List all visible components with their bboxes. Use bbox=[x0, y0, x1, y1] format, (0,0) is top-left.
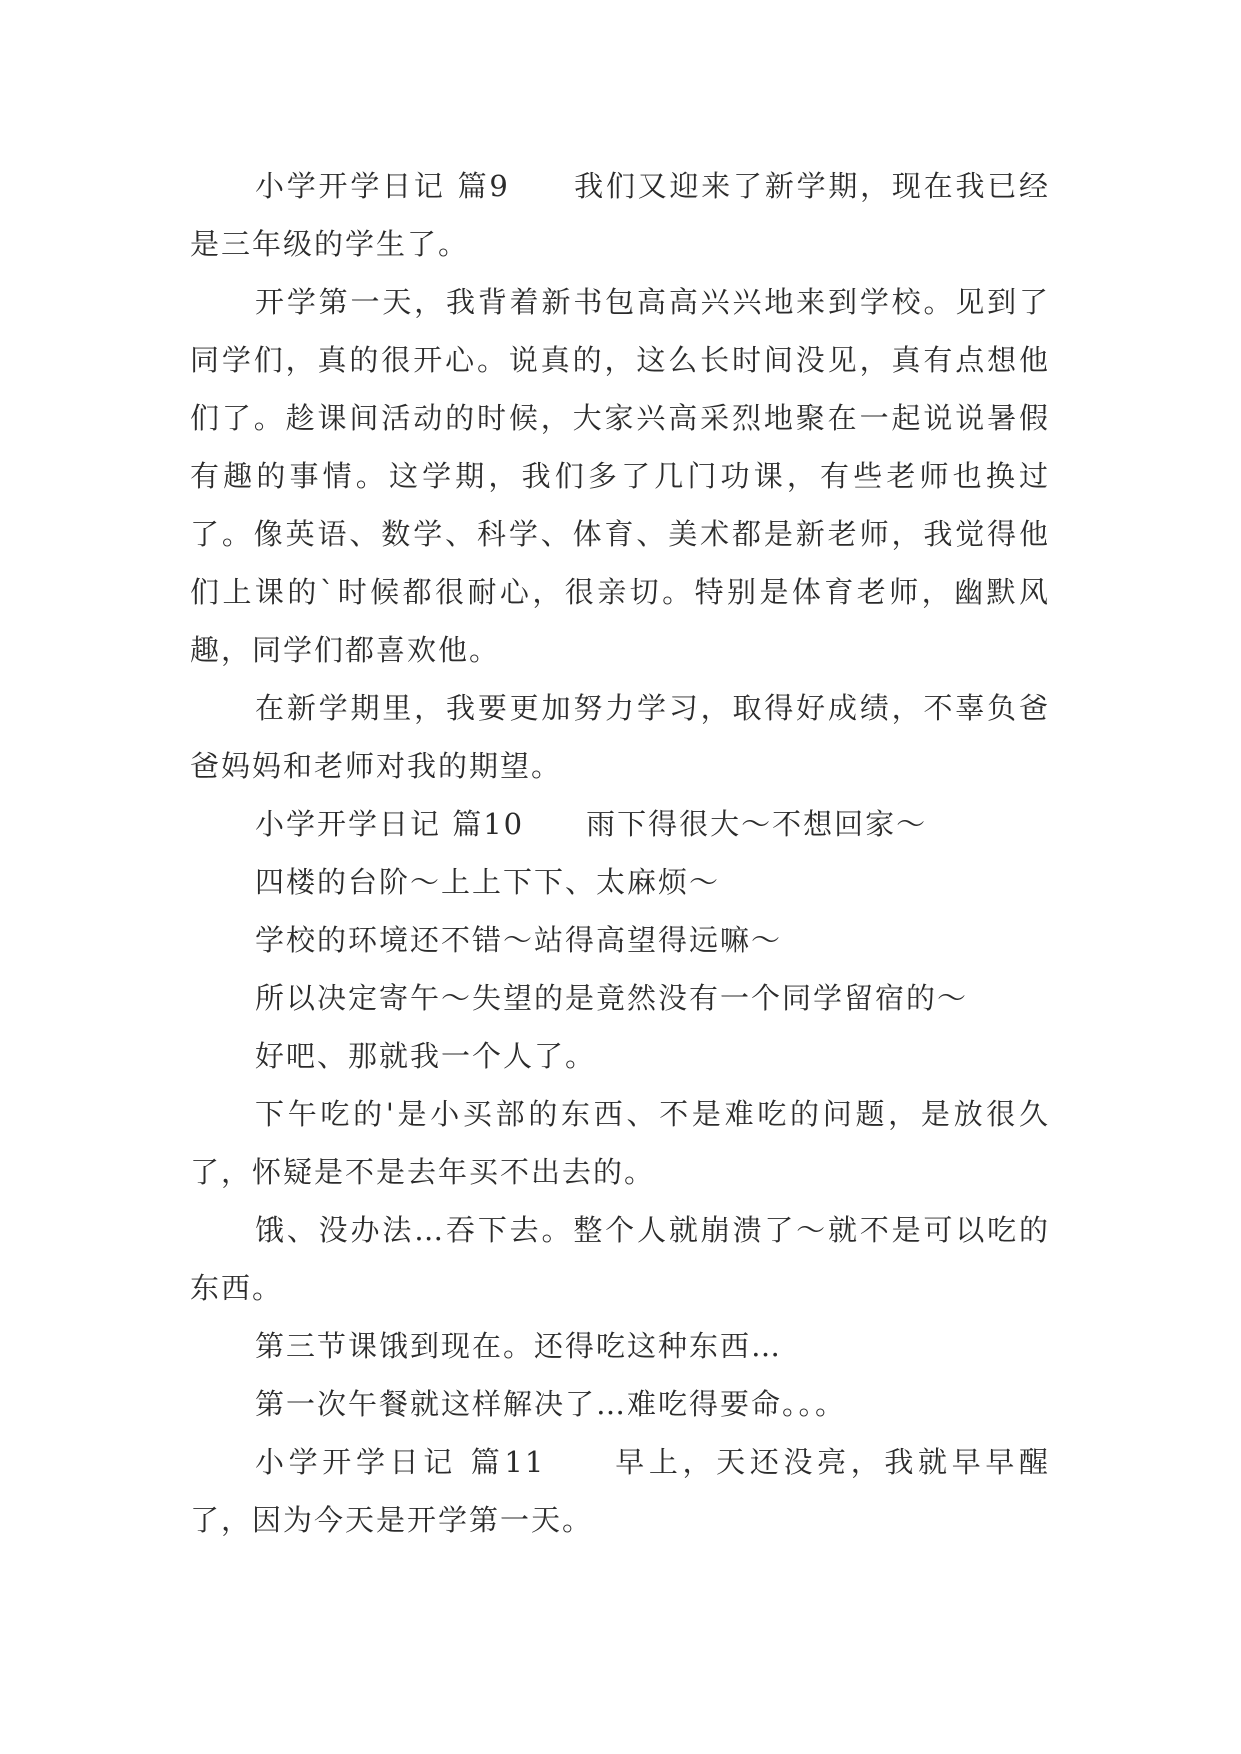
paragraph-first-day: 开学第一天，我背着新书包高高兴兴地来到学校。见到了同学们，真的很开心。说真的，这么长时间没见，真有点想他们了。趁课间活动的时候，大家兴高采烈地聚在一起说说暑假有趣的事情。这学期，我们多了几门功课，有些老师也换过了。像英语、数学、科学、体育、美术都是新老师，我觉得他们上课的`时候都很耐心，很亲切。特别是体育老师，幽默风趣，同学们都喜欢他。 bbox=[190, 285, 1050, 667]
paragraph-boarding: 所以决定寄午～失望的是竟然没有一个同学留宿的～ bbox=[255, 981, 969, 1015]
paragraph-diary-11-intro: 小学开学日记 篇11 早上，天还没亮，我就早早醒了，因为今天是开学第一天。 bbox=[190, 1445, 1050, 1537]
paragraph-diary-9-intro: 小学开学日记 篇9 我们又迎来了新学期，现在我已经是三年级的学生了。 bbox=[190, 169, 1050, 261]
paragraph-stairs: 四楼的台阶～上上下下、太麻烦～ bbox=[255, 865, 721, 899]
paragraph-new-semester-goal: 在新学期里，我要更加努力学习，取得好成绩，不辜负爸爸妈妈和老师对我的期望。 bbox=[190, 691, 1050, 783]
paragraph-diary-10-intro: 小学开学日记 篇10 雨下得很大～不想回家～ bbox=[255, 807, 928, 841]
document-body bbox=[190, 157, 1050, 1549]
paragraph-hungry: 饿、没办法…吞下去。整个人就崩溃了～就不是可以吃的东西。 bbox=[190, 1213, 1050, 1305]
paragraph-third-class: 第三节课饿到现在。还得吃这种东西… bbox=[255, 1329, 783, 1363]
paragraph-lunch-food: 下午吃的'是小买部的东西、不是难吃的问题，是放很久了，怀疑是不是去年买不出去的。 bbox=[190, 1097, 1050, 1189]
paragraph-alone: 好吧、那就我一个人了。 bbox=[255, 1039, 597, 1073]
paragraph-first-lunch: 第一次午餐就这样解决了…难吃得要命。。。 bbox=[255, 1387, 847, 1421]
paragraph-environment: 学校的环境还不错～站得高望得远嘛～ bbox=[255, 923, 783, 957]
